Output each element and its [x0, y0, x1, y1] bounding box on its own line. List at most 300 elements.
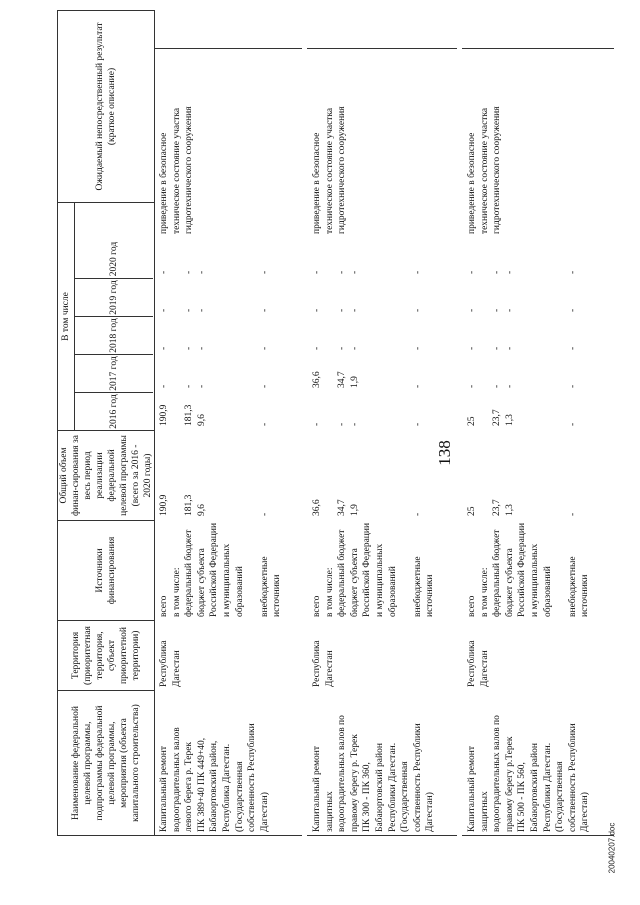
cell-line: -: [184, 384, 195, 388]
cell-line: [208, 243, 221, 274]
cell-line: приведение в безопасное: [467, 132, 477, 234]
cell-line: -: [412, 308, 423, 312]
cell-line: [208, 433, 221, 516]
cell-line: [399, 395, 412, 426]
cell-line: [554, 395, 567, 426]
cell-line: 1,9: [349, 504, 360, 516]
table-row: [307, 48, 457, 836]
cell-line: -: [159, 308, 169, 312]
cell-line: [516, 281, 529, 312]
cell-line: 36,6: [312, 371, 322, 388]
cell-line: техническое состояние участка: [324, 107, 335, 234]
cell-line: Российской Федерации: [209, 522, 220, 617]
total-cell: [462, 430, 614, 520]
cell-line: ПК 500 - ПК 560,: [517, 762, 528, 832]
header-in-that-title: В том числе: [58, 203, 75, 430]
cell-line: [516, 243, 529, 274]
cell-line: гидротехнического сооружения: [492, 106, 503, 234]
cell-line: [374, 319, 387, 350]
cell-line: в том числе:: [479, 567, 490, 617]
cell-line: [246, 523, 259, 617]
cell-line: Республики Дагестан.: [542, 742, 553, 832]
cell-line: [554, 281, 567, 312]
cell-line: -: [467, 270, 477, 274]
table-row: [154, 48, 302, 836]
cell-line: Республика Дагестан.: [221, 743, 232, 832]
cell-line: Российской Федерации: [517, 522, 528, 617]
cell-line: [516, 433, 529, 516]
cell-line: [271, 281, 284, 312]
cell-line: -: [184, 270, 195, 274]
cell-line: [554, 357, 567, 388]
cell-line: [542, 319, 555, 350]
cell-line: -: [349, 308, 360, 312]
cell-line: 190,9: [159, 404, 169, 426]
cell-line: Дагестан): [425, 792, 436, 832]
cell-line: [579, 357, 592, 388]
cell-line: защитных: [479, 791, 490, 832]
cell-line: ПК 389+40 ПК 449+40,: [196, 737, 207, 832]
cell-line: (Государственная: [400, 761, 411, 832]
footer-file-code: 20040207.doc: [607, 822, 617, 874]
sources-cell: [462, 520, 614, 620]
cell-line: [234, 433, 247, 516]
year-2016-cell: [462, 392, 614, 430]
cell-line: бюджет субъекта: [349, 548, 360, 617]
year-2016-cell: [307, 392, 457, 430]
cell-line: всего: [312, 595, 322, 617]
cell-line: бюджет субъекта: [196, 548, 207, 617]
header-year-2020: 2020 год: [109, 241, 119, 277]
cell-line: [529, 395, 542, 426]
table-row: [462, 48, 614, 836]
cell-line: -: [467, 384, 477, 388]
cell-line: Дагестан): [580, 792, 591, 832]
cell-line: -: [567, 512, 578, 516]
cell-line: [234, 395, 247, 426]
cell-line: -: [337, 308, 348, 312]
cell-line: [529, 433, 542, 516]
cell-line: [479, 357, 492, 388]
cell-line: -: [492, 346, 503, 350]
cell-line: -: [567, 384, 578, 388]
cell-line: -: [312, 308, 322, 312]
table-header: [57, 10, 155, 836]
cell-line: 1,9: [349, 376, 360, 388]
cell-line: 190,9: [159, 494, 169, 516]
header-year-2018: 2018 год: [75, 316, 153, 354]
cell-line: 23,7: [492, 409, 503, 426]
cell-line: -: [159, 270, 169, 274]
header-year-2016: 2016 год: [75, 392, 153, 430]
cell-line: приведение в безопасное: [312, 132, 322, 234]
cell-line: 34,7: [337, 499, 348, 516]
cell-line: [554, 523, 567, 617]
name-cell: [154, 690, 302, 835]
cell-line: [424, 281, 437, 312]
cell-line: -: [349, 270, 360, 274]
cell-line: 1,3: [504, 414, 515, 426]
cell-line: техническое состояние участка: [171, 107, 182, 234]
cell-line: [387, 319, 400, 350]
cell-line: [221, 357, 234, 388]
cell-line: внебюджетные: [567, 556, 578, 617]
cell-line: источники: [580, 574, 591, 617]
cell-line: -: [492, 270, 503, 274]
cell-line: [234, 319, 247, 350]
cell-line: [387, 395, 400, 426]
cell-line: [387, 433, 400, 516]
cell-line: и муниципальных: [221, 543, 232, 617]
cell-line: [399, 243, 412, 274]
cell-line: [579, 319, 592, 350]
cell-line: (Государственная: [234, 761, 245, 832]
cell-line: Дагестан: [479, 650, 490, 687]
cell-line: федеральный бюджет: [492, 529, 503, 617]
cell-line: [542, 243, 555, 274]
cell-line: [246, 281, 259, 312]
cell-line: [171, 243, 184, 274]
cell-line: -: [412, 384, 423, 388]
year-2019-cell: [462, 278, 614, 316]
cell-line: -: [259, 270, 270, 274]
header-in-that: [58, 202, 154, 430]
cell-line: [374, 433, 387, 516]
name-cell: [462, 690, 614, 835]
cell-line: -: [184, 308, 195, 312]
cell-line: [271, 433, 284, 516]
cell-line: [221, 433, 234, 516]
cell-line: собственность Республики: [567, 723, 578, 832]
cell-line: [387, 281, 400, 312]
cell-line: -: [504, 270, 515, 274]
cell-line: [208, 319, 221, 350]
cell-line: Дагестан): [259, 792, 270, 832]
cell-line: [387, 357, 400, 388]
cell-line: [208, 357, 221, 388]
territory-cell: [307, 620, 457, 690]
total-cell: [154, 430, 302, 520]
cell-line: 9,6: [196, 414, 207, 426]
cell-line: [399, 319, 412, 350]
cell-line: [271, 319, 284, 350]
cell-line: [399, 281, 412, 312]
cell-line: -: [196, 270, 207, 274]
year-2019-cell: [154, 278, 302, 316]
cell-line: [374, 281, 387, 312]
cell-line: [361, 243, 374, 274]
cell-line: 181,3: [184, 494, 195, 516]
cell-line: левого берега р. Терек: [184, 741, 195, 832]
cell-line: [246, 395, 259, 426]
cell-line: -: [492, 384, 503, 388]
cell-line: -: [567, 346, 578, 350]
cell-line: -: [504, 346, 515, 350]
cell-line: [234, 281, 247, 312]
cell-line: [324, 395, 337, 426]
cell-line: приведение в безопасное: [159, 132, 169, 234]
cell-line: [554, 319, 567, 350]
cell-line: [171, 281, 184, 312]
cell-line: внебюджетные: [412, 556, 423, 617]
cell-line: [221, 243, 234, 274]
cell-line: [171, 319, 184, 350]
cell-line: [424, 243, 437, 274]
cell-line: -: [312, 346, 322, 350]
result-cell: [154, 49, 302, 240]
cell-line: защитных: [324, 791, 335, 832]
cell-line: [361, 433, 374, 516]
cell-line: [399, 433, 412, 516]
cell-line: -: [159, 384, 169, 388]
cell-line: -: [412, 346, 423, 350]
year-2020-cell: [462, 240, 614, 278]
cell-line: в том числе:: [324, 567, 335, 617]
cell-line: Капитальный ремонт: [312, 745, 322, 832]
cell-line: [529, 281, 542, 312]
cell-line: [221, 319, 234, 350]
result-cell: [462, 49, 614, 240]
cell-line: 23,7: [492, 499, 503, 516]
cell-line: гидротехнического сооружения: [337, 106, 348, 234]
cell-line: [221, 395, 234, 426]
cell-line: Капитальный ремонт: [467, 745, 477, 832]
cell-line: техническое состояние участка: [479, 107, 490, 234]
cell-line: -: [184, 346, 195, 350]
cell-line: 9,6: [196, 504, 207, 516]
cell-line: [271, 395, 284, 426]
cell-line: собственность Республики: [247, 723, 258, 832]
cell-line: -: [259, 512, 270, 516]
cell-line: -: [196, 384, 207, 388]
cell-line: [208, 281, 221, 312]
cell-line: в том числе:: [171, 567, 182, 617]
year-2020-cell: [307, 240, 457, 278]
cell-line: водооградительных валов по: [492, 715, 503, 832]
territory-cell: [462, 620, 614, 690]
year-2018-cell: [462, 316, 614, 354]
cell-line: -: [259, 384, 270, 388]
cell-line: источники: [425, 574, 436, 617]
cell-line: 1,3: [504, 504, 515, 516]
cell-line: -: [467, 346, 477, 350]
cell-line: федеральный бюджет: [337, 529, 348, 617]
cell-line: [374, 395, 387, 426]
cell-line: правому берегу р. Терек: [349, 734, 360, 832]
cell-line: [246, 357, 259, 388]
cell-line: 25: [467, 416, 477, 426]
cell-line: и муниципальных: [374, 543, 385, 617]
cell-line: федеральный бюджет: [184, 529, 195, 617]
cell-line: [374, 357, 387, 388]
cell-line: [424, 395, 437, 426]
header-territory: Территория (приоритетная территория, субъект приоритетной территории): [58, 620, 154, 690]
cell-line: [516, 395, 529, 426]
cell-line: [542, 357, 555, 388]
cell-line: Дагестан: [171, 650, 182, 687]
cell-line: [246, 243, 259, 274]
cell-line: [374, 243, 387, 274]
cell-line: [208, 395, 221, 426]
year-2018-cell: [307, 316, 457, 354]
cell-line: [361, 357, 374, 388]
cell-line: -: [259, 308, 270, 312]
cell-line: 34,7: [337, 371, 348, 388]
cell-line: -: [567, 422, 578, 426]
header-sources: Источники финансирования: [58, 520, 154, 620]
cell-line: [516, 319, 529, 350]
cell-line: 36,6: [312, 499, 322, 516]
cell-line: [479, 433, 492, 516]
cell-line: -: [492, 308, 503, 312]
cell-line: Бабаюртовский район: [529, 743, 540, 832]
cell-line: внебюджетные: [259, 556, 270, 617]
cell-line: водооградительных валов по: [337, 715, 348, 832]
cell-line: собственность Республики: [412, 723, 423, 832]
cell-line: -: [259, 422, 270, 426]
cell-line: образований: [542, 566, 553, 617]
cell-line: -: [567, 308, 578, 312]
year-2016-cell: [154, 392, 302, 430]
cell-line: [399, 357, 412, 388]
cell-line: (Государственная: [555, 761, 566, 832]
cell-line: -: [412, 422, 423, 426]
cell-line: -: [504, 384, 515, 388]
cell-line: [479, 281, 492, 312]
cell-line: [361, 281, 374, 312]
year-2017-cell: [154, 354, 302, 392]
cell-line: Республика: [159, 640, 169, 687]
cell-line: всего: [159, 595, 169, 617]
year-2018-cell: [154, 316, 302, 354]
cell-line: -: [349, 422, 360, 426]
cell-line: [171, 357, 184, 388]
cell-line: -: [467, 308, 477, 312]
sources-cell: [154, 520, 302, 620]
header-result: Ожидаемый непосредственный результат (краткое описание): [95, 22, 117, 191]
cell-line: [234, 243, 247, 274]
cell-line: [246, 319, 259, 350]
cell-line: [479, 395, 492, 426]
cell-line: -: [504, 308, 515, 312]
cell-line: [529, 357, 542, 388]
cell-line: -: [196, 308, 207, 312]
cell-line: [542, 281, 555, 312]
cell-line: [171, 433, 184, 516]
cell-line: Республики Дагестан.: [387, 742, 398, 832]
cell-line: [579, 395, 592, 426]
cell-line: [542, 395, 555, 426]
cell-line: [399, 523, 412, 617]
cell-line: Республика: [467, 640, 477, 687]
cell-line: [171, 395, 184, 426]
cell-line: -: [259, 346, 270, 350]
cell-line: Бабаюртовский район,: [209, 740, 220, 832]
name-cell: [307, 690, 457, 835]
year-2020-cell: [154, 240, 302, 278]
cell-line: [361, 319, 374, 350]
financing-table: [57, 10, 621, 836]
header-year-2019: 2019 год: [75, 278, 153, 316]
cell-line: -: [349, 346, 360, 350]
cell-line: [554, 433, 567, 516]
cell-line: бюджет субъекта: [504, 548, 515, 617]
cell-line: [424, 433, 437, 516]
cell-line: [479, 243, 492, 274]
cell-line: 25: [467, 506, 477, 516]
cell-line: [246, 433, 259, 516]
cell-line: Дагестан: [324, 650, 335, 687]
cell-line: [324, 281, 337, 312]
cell-line: Республика: [312, 640, 322, 687]
cell-line: [529, 319, 542, 350]
result-cell: [307, 49, 457, 240]
cell-line: -: [412, 512, 423, 516]
cell-line: образований: [387, 566, 398, 617]
cell-line: -: [312, 422, 322, 426]
cell-line: -: [159, 346, 169, 350]
year-2019-cell: [307, 278, 457, 316]
page-number: 138: [435, 440, 454, 466]
sources-cell: [307, 520, 457, 620]
cell-line: [324, 433, 337, 516]
cell-line: [516, 357, 529, 388]
cell-line: [324, 357, 337, 388]
cell-line: -: [337, 422, 348, 426]
cell-line: [324, 243, 337, 274]
cell-line: и муниципальных: [529, 543, 540, 617]
year-2017-cell: [307, 354, 457, 392]
cell-line: [424, 357, 437, 388]
total-cell: [307, 430, 457, 520]
year-2017-cell: [462, 354, 614, 392]
territory-cell: [154, 620, 302, 690]
cell-line: Российской Федерации: [362, 522, 373, 617]
cell-line: водооградительных валов: [171, 727, 182, 832]
header-total: Общий объем финан-сирования за весь период реализации федеральной целевой программы (всего за 2016 - 2020 годы): [58, 430, 154, 520]
cell-line: -: [196, 346, 207, 350]
cell-line: гидротехнического сооружения: [184, 106, 195, 234]
cell-line: -: [312, 270, 322, 274]
header-name: Наименование федеральной целевой программы, подпрограммы федеральной целевой программы, мероприятия (объекта капитального строительства): [58, 690, 154, 835]
cell-line: Бабаюртовский район: [374, 743, 385, 832]
header-year-2017: 2017 год: [75, 354, 153, 392]
cell-line: [221, 281, 234, 312]
cell-line: [554, 243, 567, 274]
cell-line: [271, 243, 284, 274]
cell-line: [529, 243, 542, 274]
cell-line: Капитальный ремонт: [159, 745, 169, 832]
cell-line: [234, 357, 247, 388]
cell-line: [579, 281, 592, 312]
cell-line: [361, 395, 374, 426]
cell-line: [579, 433, 592, 516]
cell-line: -: [412, 270, 423, 274]
cell-line: [479, 319, 492, 350]
cell-line: [387, 243, 400, 274]
cell-line: [324, 319, 337, 350]
cell-line: ПК 300 - ПК 360,: [362, 762, 373, 832]
cell-line: 181,3: [184, 404, 195, 426]
cell-line: [271, 357, 284, 388]
cell-line: [542, 433, 555, 516]
cell-line: -: [567, 270, 578, 274]
cell-line: -: [337, 346, 348, 350]
cell-line: всего: [467, 595, 477, 617]
cell-line: правому берегу р.Терек: [504, 736, 515, 832]
cell-line: [579, 243, 592, 274]
cell-line: источники: [272, 574, 283, 617]
